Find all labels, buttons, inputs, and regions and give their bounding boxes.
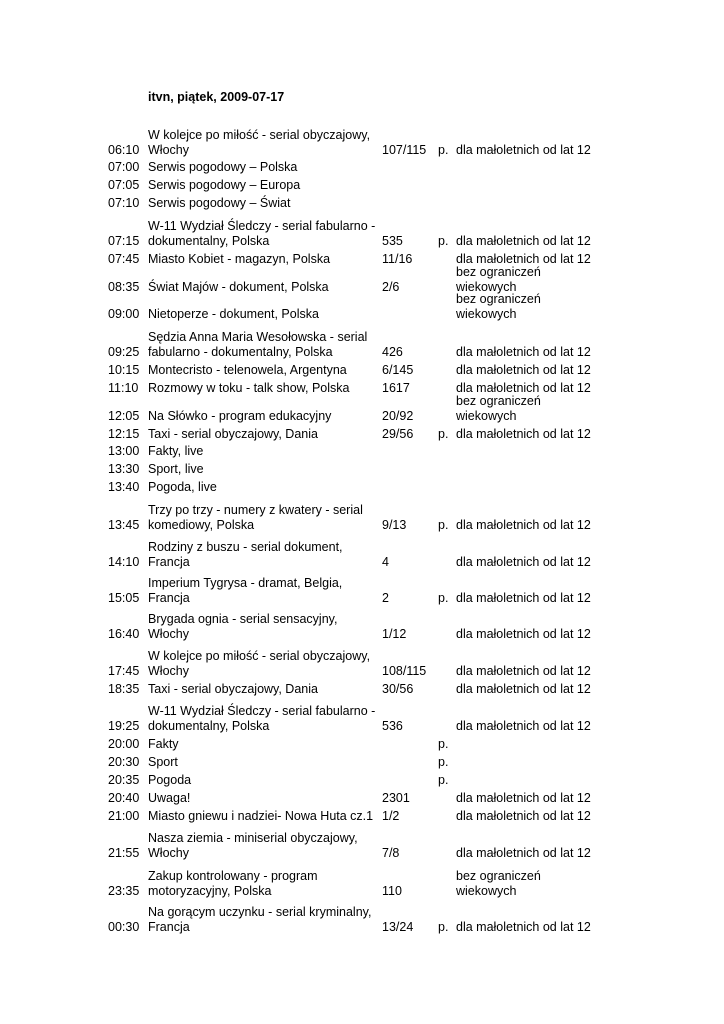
age-rating: dla małoletnich od lat 12 (456, 845, 591, 860)
time: 15:05 (108, 590, 140, 605)
title: Imperium Tygrysa - dramat, Belgia, Francja (148, 576, 343, 605)
episode: 20/92 (382, 408, 414, 423)
time: 07:00 (108, 159, 140, 174)
time: 12:05 (108, 408, 140, 423)
schedule-row (0, 160, 724, 174)
schedule-row (0, 480, 724, 494)
time: 08:35 (108, 279, 140, 294)
schedule-row (0, 292, 724, 321)
premiere-marker: p. (438, 919, 449, 934)
schedule-row (0, 736, 724, 751)
time: 18:35 (108, 681, 140, 696)
schedule-row (0, 790, 724, 805)
premiere-marker: p. (438, 426, 449, 441)
age-rating: dla małoletnich od lat 12 (456, 251, 591, 266)
time: 13:30 (108, 461, 140, 476)
time: 07:45 (108, 251, 140, 266)
title: W kolejce po miłość - serial obyczajowy, Włochy (148, 649, 371, 678)
title: W-11 Wydział Śledczy - serial fabularno - dokumentalny, Polska (148, 219, 376, 248)
age-rating: dla małoletnich od lat 12 (456, 626, 591, 641)
title: Taxi - serial obyczajowy, Dania (148, 426, 318, 441)
episode: 1/2 (382, 808, 400, 823)
schedule-row (0, 362, 724, 377)
episode: 1617 (382, 380, 410, 395)
schedule-row (0, 322, 724, 359)
schedule-row (0, 444, 724, 458)
schedule-row (0, 251, 724, 266)
age-rating: dla małoletnich od lat 12 (456, 344, 591, 359)
title: Sport (148, 754, 178, 769)
title: Montecristo - telenowela, Argentyna (148, 362, 347, 377)
title: Taxi - serial obyczajowy, Dania (148, 681, 318, 696)
episode: 4 (382, 554, 389, 569)
episode: 110 (382, 883, 402, 898)
time: 14:10 (108, 554, 140, 569)
premiere-marker: p. (438, 590, 449, 605)
time: 21:55 (108, 845, 140, 860)
title: Serwis pogodowy – Europa (148, 177, 301, 192)
title: Fakty, live (148, 443, 204, 458)
schedule-row (0, 754, 724, 769)
title: Miasto gniewu i nadziei- Nowa Huta cz.1 (148, 808, 374, 823)
time: 20:00 (108, 736, 140, 751)
age-rating: dla małoletnich od lat 12 (456, 554, 591, 569)
time: 10:15 (108, 362, 140, 377)
title: Pogoda (148, 772, 192, 787)
age-rating: dla małoletnich od lat 12 (456, 681, 591, 696)
schedule-row (0, 212, 724, 248)
premiere-marker: p. (438, 517, 449, 532)
schedule-row (0, 196, 724, 210)
episode: 536 (382, 718, 403, 733)
time: 20:30 (108, 754, 140, 769)
title: Zakup kontrolowany - program motoryzacyjny, Polska (148, 869, 318, 898)
title: Pogoda, live (148, 479, 217, 494)
time: 07:10 (108, 195, 140, 210)
age-rating: bez ograniczeń wiekowych (456, 394, 541, 423)
episode: 13/24 (382, 919, 414, 934)
schedule-row (0, 571, 724, 605)
title: Miasto Kobiet - magazyn, Polska (148, 251, 331, 266)
schedule-row (0, 808, 724, 823)
time: 20:35 (108, 772, 140, 787)
schedule-row (0, 426, 724, 441)
schedule-row (0, 265, 724, 294)
time: 06:10 (108, 142, 140, 157)
schedule-row (0, 497, 724, 532)
episode: 29/56 (382, 426, 414, 441)
time: 17:45 (108, 663, 140, 678)
episode: 107/115 (382, 142, 427, 157)
episode: 6/145 (382, 362, 414, 377)
time: 07:15 (108, 233, 140, 248)
age-rating: dla małoletnich od lat 12 (456, 590, 591, 605)
schedule-row (0, 826, 724, 860)
title: Świat Majów - dokument, Polska (148, 279, 329, 294)
title: Trzy po trzy - numery z kwatery - serial komediowy, Polska (148, 503, 363, 532)
title: W kolejce po miłość - serial obyczajowy, Włochy (148, 128, 371, 157)
time: 00:30 (108, 919, 140, 934)
time: 23:35 (108, 883, 140, 898)
schedule-row (0, 535, 724, 569)
schedule-row (0, 462, 724, 476)
age-rating: dla małoletnich od lat 12 (456, 362, 591, 377)
episode: 2/6 (382, 279, 400, 294)
age-rating: dla małoletnich od lat 12 (456, 426, 591, 441)
schedule-row (0, 178, 724, 192)
age-rating: dla małoletnich od lat 12 (456, 808, 591, 823)
time: 19:25 (108, 718, 140, 733)
time: 16:40 (108, 626, 140, 641)
age-rating: dla małoletnich od lat 12 (456, 380, 591, 395)
title: Na gorącym uczynku - serial kryminalny, Francja (148, 905, 372, 934)
time: 11:10 (108, 380, 139, 395)
schedule-row (0, 394, 724, 423)
episode: 11/16 (382, 251, 413, 266)
time: 07:05 (108, 177, 140, 192)
title: Sędzia Anna Maria Wesołowska - serial fabularno - dokumentalny, Polska (148, 330, 368, 359)
episode: 2 (382, 590, 389, 605)
episode: 9/13 (382, 517, 407, 532)
title: Rodziny z buszu - serial dokument, Francja (148, 540, 343, 569)
title: Uwaga! (148, 790, 191, 805)
premiere-marker: p. (438, 142, 449, 157)
time: 09:25 (108, 344, 140, 359)
time: 13:40 (108, 479, 140, 494)
premiere-marker: p. (438, 772, 449, 787)
premiere-marker: p. (438, 736, 449, 751)
episode: 30/56 (382, 681, 414, 696)
age-rating: dla małoletnich od lat 12 (456, 142, 591, 157)
premiere-marker: p. (438, 754, 449, 769)
schedule-row (0, 607, 724, 641)
age-rating: dla małoletnich od lat 12 (456, 517, 591, 532)
schedule-row (0, 644, 724, 678)
schedule-row (0, 862, 724, 898)
age-rating: dla małoletnich od lat 12 (456, 233, 591, 248)
schedule-row (0, 772, 724, 787)
title: Brygada ognia - serial sensacyjny, Włochy (148, 612, 338, 641)
title: W-11 Wydział Śledczy - serial fabularno - dokumentalny, Polska (148, 704, 376, 733)
episode: 535 (382, 233, 403, 248)
title: Nietoperze - dokument, Polska (148, 306, 319, 321)
title: Nasza ziemia - miniserial obyczajowy, Włochy (148, 831, 358, 860)
age-rating: dla małoletnich od lat 12 (456, 663, 591, 678)
title: Serwis pogodowy – Polska (148, 159, 298, 174)
title: Rozmowy w toku - talk show, Polska (148, 380, 350, 395)
title: Sport, live (148, 461, 204, 476)
schedule-row (0, 122, 724, 157)
schedule-row (0, 380, 724, 395)
title: Serwis pogodowy – Świat (148, 195, 291, 210)
age-rating: dla małoletnich od lat 12 (456, 718, 591, 733)
time: 20:40 (108, 790, 140, 805)
schedule-row (0, 681, 724, 696)
age-rating: bez ograniczeń wiekowych (456, 869, 541, 898)
title: Na Słówko - program edukacyjny (148, 408, 332, 423)
time: 12:15 (108, 426, 140, 441)
episode: 1/12 (382, 626, 407, 641)
age-rating: bez ograniczeń wiekowych (456, 292, 541, 321)
age-rating: dla małoletnich od lat 12 (456, 790, 591, 805)
time: 13:45 (108, 517, 140, 532)
time: 13:00 (108, 443, 140, 458)
schedule-row (0, 900, 724, 934)
episode: 108/115 (382, 663, 427, 678)
page-title: itvn, piątek, 2009-07-17 (148, 90, 285, 104)
age-rating: dla małoletnich od lat 12 (456, 919, 591, 934)
title: Fakty (148, 736, 179, 751)
premiere-marker: p. (438, 233, 449, 248)
time: 09:00 (108, 306, 140, 321)
time: 21:00 (108, 808, 140, 823)
age-rating: bez ograniczeń wiekowych (456, 265, 541, 294)
episode: 426 (382, 344, 403, 359)
episode: 7/8 (382, 845, 400, 860)
episode: 2301 (382, 790, 410, 805)
schedule-row (0, 698, 724, 733)
